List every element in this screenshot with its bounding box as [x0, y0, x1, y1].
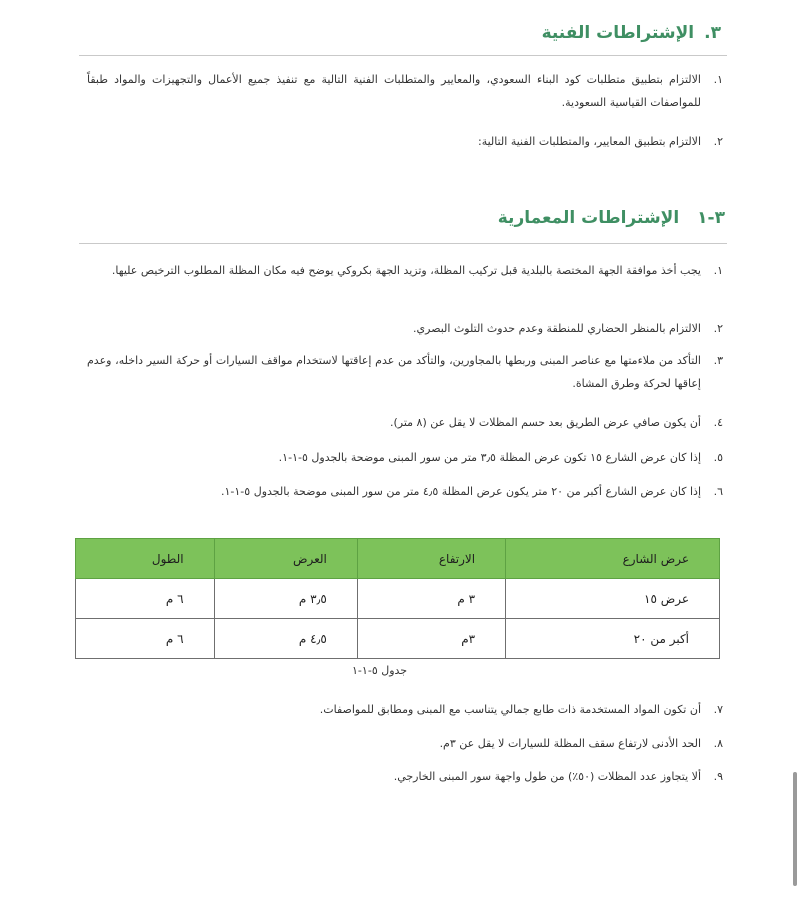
item-text: أن تكون المواد المستخدمة ذات طابع جمالي يتناسب مع المبنى ومطابق للمواصفات. [319, 703, 701, 716]
item-8 [87, 732, 723, 755]
item-number: ٦. [713, 485, 723, 498]
item-text: إذا كان عرض الشارع ١٥ تكون عرض المظلة ٣٫٥ متر من سور المبنى موضحة بالجدول ٥-١-١. [278, 451, 701, 464]
table-cell: أكبر من ٢٠ [506, 619, 720, 659]
table-header-row [76, 539, 720, 579]
canopy-dimensions-table [75, 538, 720, 659]
item-number: ١. [713, 73, 723, 86]
section-3-divider [79, 55, 727, 56]
table-row [76, 579, 720, 619]
item-number: ٢. [713, 322, 723, 335]
table-cell: ٣م [357, 619, 505, 659]
header-length: الطول [76, 539, 215, 579]
item-text: إذا كان عرض الشارع أكبر من ٢٠ متر يكون عرض المظلة ٤٫٥ متر من سور المبنى موضحة بالجدول ٥-١-١. [220, 485, 701, 498]
section-3-1-item-2 [87, 317, 723, 340]
item-number: ٤. [713, 416, 723, 429]
table-cell: ٦ م [76, 619, 215, 659]
section-3-1-item-6 [87, 480, 723, 503]
section-3-1-title: الإشتراطات المعمارية [497, 208, 680, 228]
section-3-1-item-3 [87, 349, 723, 395]
section-3-item-2 [87, 130, 723, 153]
header-width: العرض [214, 539, 357, 579]
table-cell: عرض ١٥ [506, 579, 720, 619]
item-text: ألا يتجاوز عدد المظلات (٥٠٪) من طول واجهة سور المبنى الخارجي. [393, 770, 701, 783]
item-number: ٥. [713, 451, 723, 464]
item-text: أن يكون صافي عرض الطريق بعد حسم المظلات لا يقل عن (٨ متر). [389, 416, 701, 429]
section-3-1-heading [498, 208, 725, 228]
item-number: ٨. [713, 737, 723, 750]
header-street-width: عرض الشارع [506, 539, 720, 579]
section-3-1-item-5 [87, 446, 723, 469]
item-number: ٣. [713, 354, 723, 367]
section-3-number: ٣. [704, 23, 721, 43]
item-7 [87, 698, 723, 721]
section-3-1-number: ٣-١ [697, 208, 725, 228]
section-3-1-item-1 [87, 259, 723, 282]
item-number: ١. [713, 264, 723, 277]
item-text: الحد الأدنى لارتفاع سقف المظلة للسيارات لا يقل عن ٣م. [439, 737, 701, 750]
table-row [76, 619, 720, 659]
item-number: ٧. [713, 703, 723, 716]
item-number: ٢. [713, 135, 723, 148]
table-cell: ٣٫٥ م [214, 579, 357, 619]
table-cell: ٦ م [76, 579, 215, 619]
section-3-title: الإشتراطات الفنية [541, 23, 695, 43]
section-3-item-1 [87, 68, 723, 114]
item-text: الالتزام بالمنظر الحضاري للمنطقة وعدم حدوث التلوث البصري. [413, 322, 701, 335]
section-3-heading [542, 23, 721, 43]
table-cell: ٤٫٥ م [214, 619, 357, 659]
header-height: الارتفاع [357, 539, 505, 579]
item-text: الالتزام بتطبيق متطلبات كود البناء السعودي، والمعايير والمتطلبات الفنية التالية مع تنفيذ جميع الأعمال والتجهيزات والمواد طبقاً للمواصفات القياسية السعودية. [87, 73, 701, 109]
item-9 [87, 765, 723, 788]
table-cell: ٣ م [357, 579, 505, 619]
item-text: الالتزام بتطبيق المعايير، والمتطلبات الفنية التالية: [477, 135, 701, 148]
table-caption: جدول ٥-١-١ [352, 664, 408, 677]
item-text: التأكد من ملاءمتها مع عناصر المبنى وربطها بالمجاورين، والتأكد من عدم إعاقتها لاستخدام مواقف السيارات أو حركة السير داخله، وعدم إعاقها لحركة وطرق المشاة. [87, 354, 701, 390]
scrollbar[interactable] [793, 772, 797, 886]
section-3-1-divider [79, 243, 727, 244]
section-3-1-item-4 [87, 411, 723, 434]
item-number: ٩. [713, 770, 723, 783]
item-text: يجب أخذ موافقة الجهة المختصة بالبلدية قبل تركيب المظلة، وتزيد الجهة بكروكي يوضح فيه مكان المظلة المطلوب الترخيص عليها. [111, 264, 701, 277]
